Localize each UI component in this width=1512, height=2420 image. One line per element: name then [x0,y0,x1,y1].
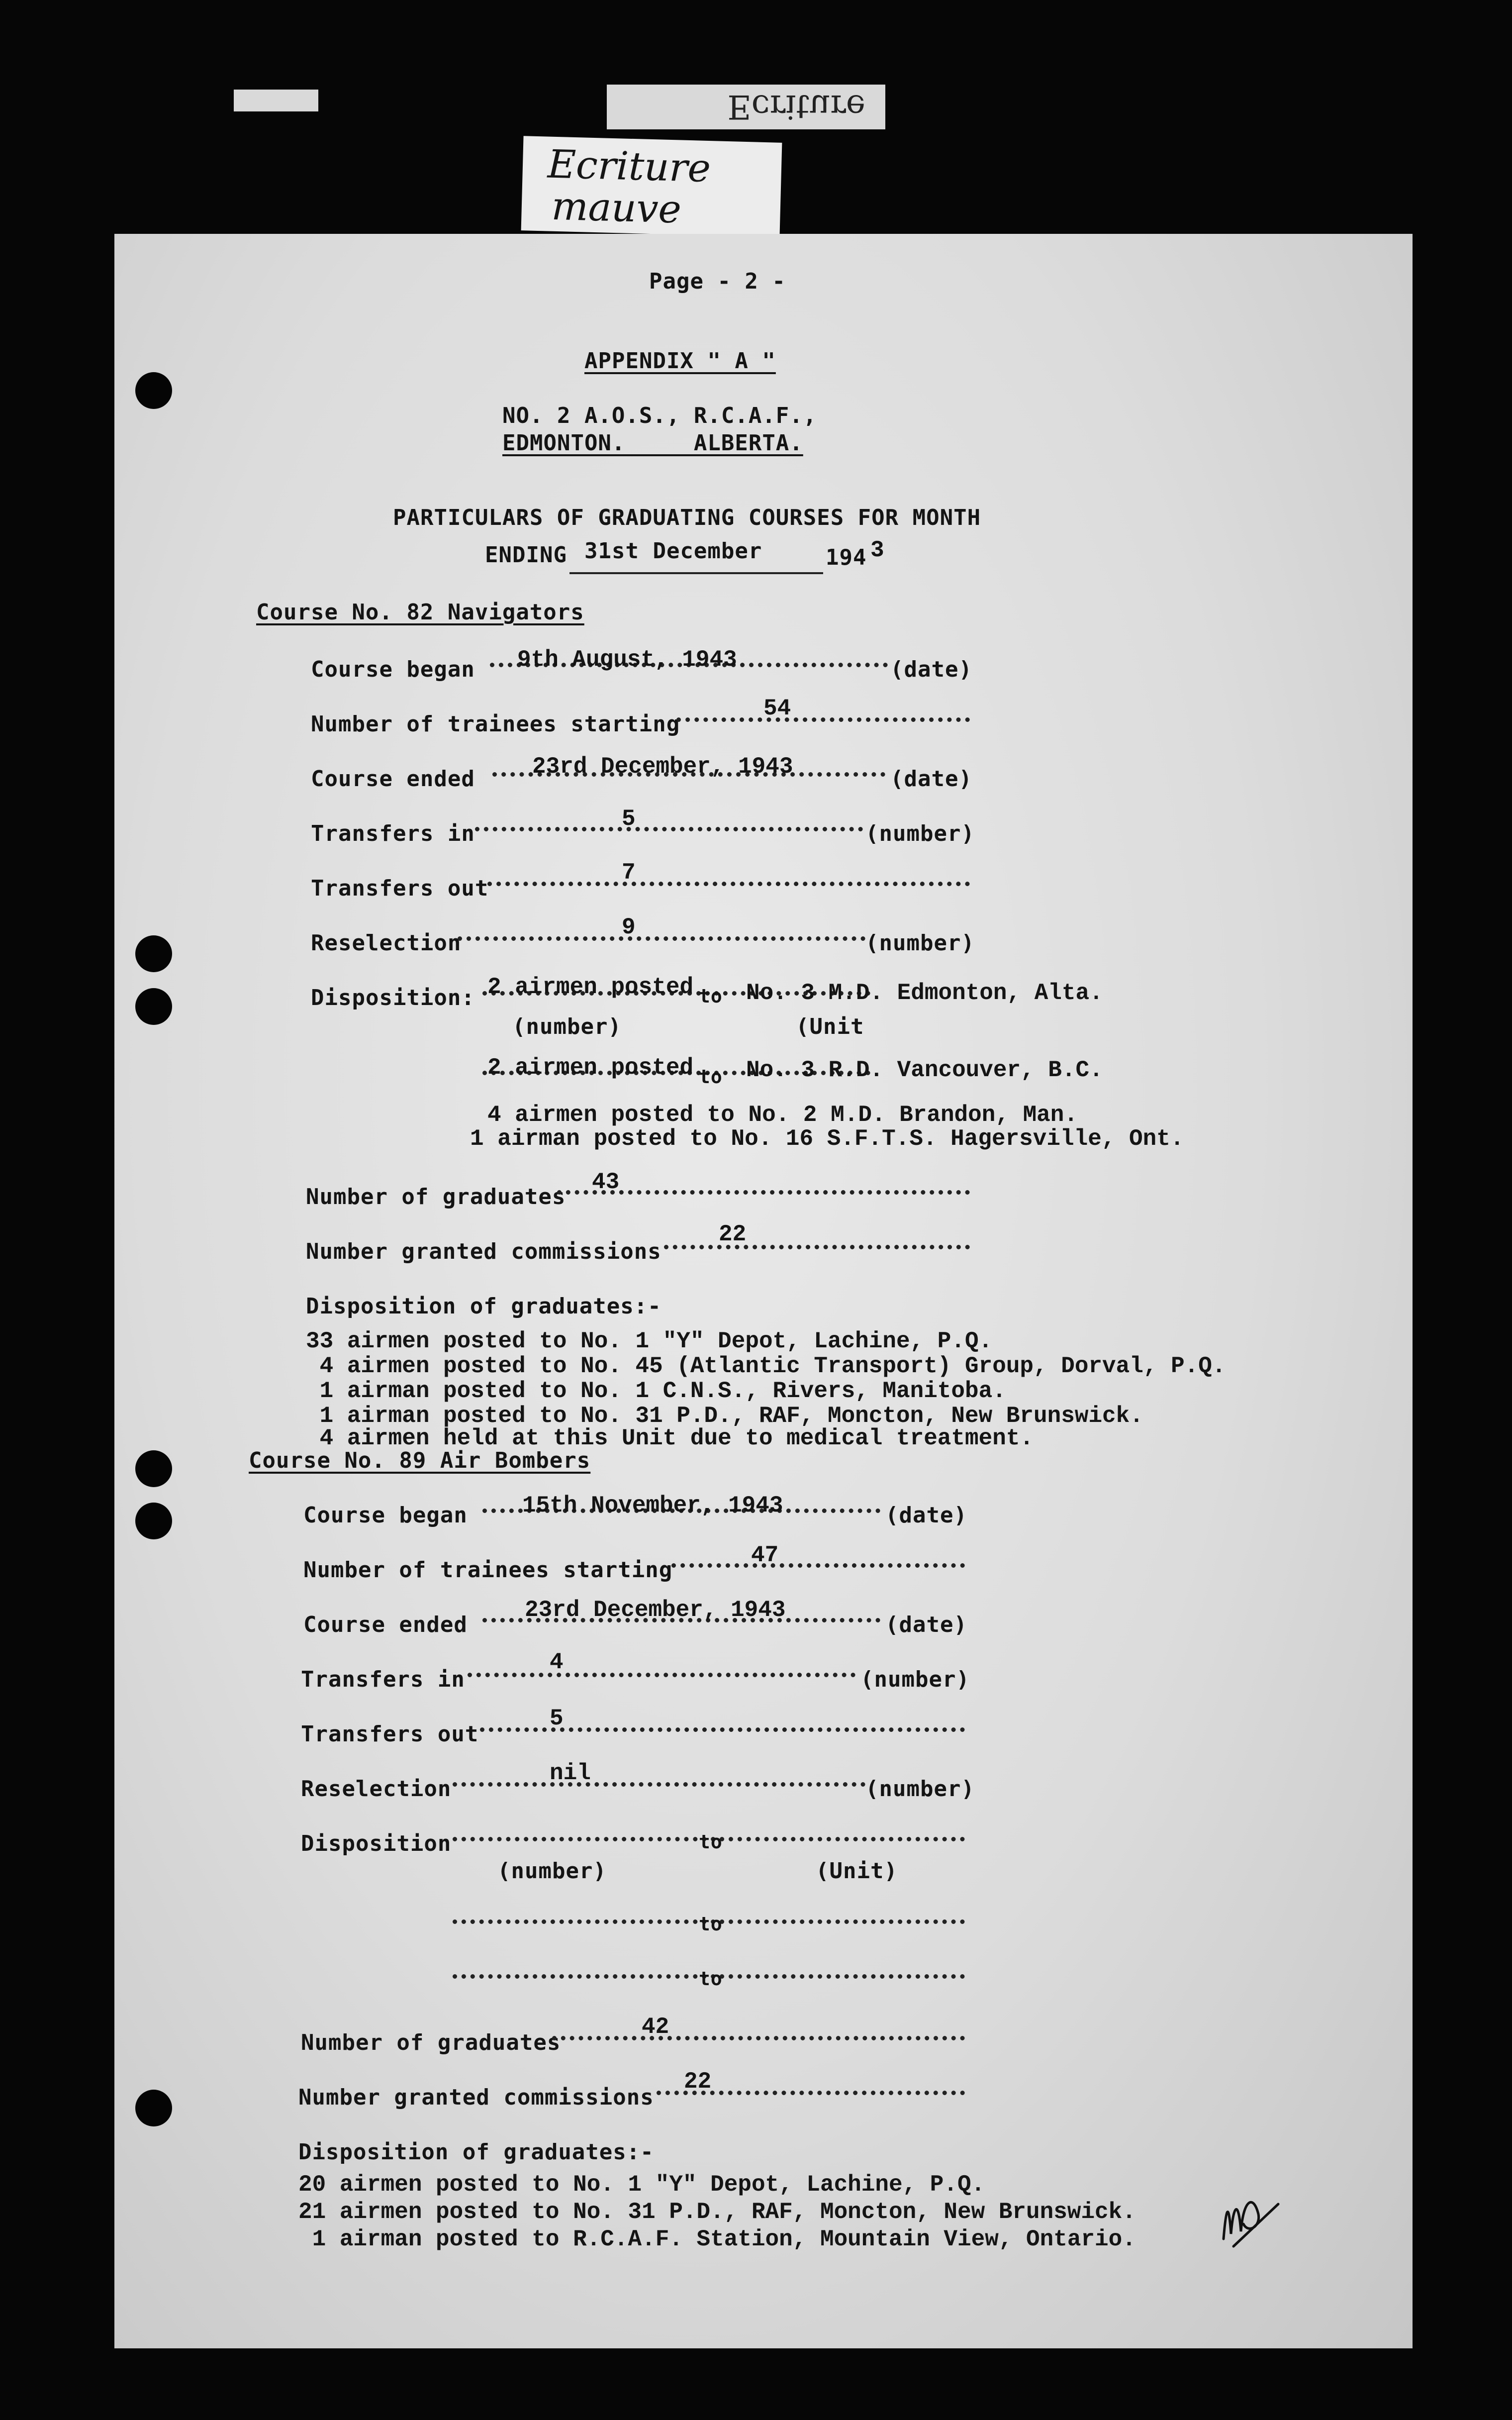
course-1-heading: Course No. 82 Navigators [256,600,584,625]
punch-hole [135,988,172,1025]
c1-to-word: to [699,985,723,1007]
course-2-heading: Course No. 89 Air Bombers [249,1448,591,1473]
c2-number-hint-2: (number) [865,1776,975,1802]
film-tab-right [607,85,885,129]
c1-disposition-2b: No. 3 R.D. Vancouver, B.C. [746,1057,1103,1083]
c2-date-hint-2: (date) [885,1612,967,1637]
c1-grad-disp-label: Disposition of graduates:- [306,1294,662,1319]
c1-transfers-out-label: Transfers out [311,876,489,901]
ending-value: 31st December [584,538,762,564]
c2-disposition-label: Disposition [301,1831,452,1856]
unit-line-1: NO. 2 A.O.S., R.C.A.F., [502,403,817,428]
c1-transfers-out-value: 7 [622,860,636,886]
c1-starting-label: Number of trainees starting [311,711,680,737]
c1-number-hint: (number) [865,821,975,846]
c1-grad-disp-5: 4 airmen held at this Unit due to medical treatment. [306,1425,1034,1451]
unit-line-2: EDMONTON. ALBERTA. [502,430,803,456]
c2-ended-label: Course ended [303,1612,468,1637]
c1-graduates-label: Number of graduates [306,1184,566,1210]
year-prefix: 194 [826,545,867,570]
c2-to-word-3: to [699,1968,723,1990]
c2-grad-disp-2: 21 airmen posted to No. 31 P.D., RAF, Moncton, New Brunswick. [298,2199,1136,2225]
c1-ended-label: Course ended [311,766,475,792]
c1-to-word-2: to [699,1066,723,1088]
c2-reselection-value: nil [550,1760,591,1786]
punch-hole [135,2090,172,2126]
ending-label: ENDING [485,542,567,568]
punch-hole [135,1503,172,1539]
c1-transfers-in-label: Transfers in [311,821,475,846]
dotted-leader [664,1245,970,1249]
initials-signature [1214,2179,1283,2249]
c1-date-hint-2: (date) [890,766,972,792]
c2-began-label: Course began [303,1503,468,1528]
c2-number-hint: (number) [860,1667,970,1692]
c1-reselection-label: Reselection [311,930,462,956]
year-suffix: 3 [870,537,884,563]
c2-starting-value: 47 [751,1542,779,1568]
label-line-2: mauve [551,184,682,232]
dotted-leader [468,1673,855,1677]
dotted-leader [676,717,970,722]
punch-hole [135,372,172,409]
document-page [114,234,1413,2348]
c1-disposition-label: Disposition: [311,985,475,1010]
c2-hint-unit: (Unit) [816,1858,898,1884]
appendix-title: APPENDIX " A " [584,348,776,374]
c2-transfers-out-label: Transfers out [301,1721,479,1747]
c1-grad-disp-1: 33 airmen posted to No. 1 "Y" Depot, Lachine, P.Q. [306,1328,993,1354]
c1-ended-value: 23rd December, 1943 [532,754,793,780]
c1-commissions-value: 22 [719,1221,747,1247]
c1-began-value: 9th August, 1943 [517,647,737,673]
c1-transfers-in-value: 5 [622,806,636,832]
film-tab-left [234,90,318,111]
c1-disposition-3: 4 airmen posted to No. 2 M.D. Brandon, Man. [487,1102,1078,1128]
c1-graduates-value: 43 [592,1169,620,1195]
title-line-1: PARTICULARS OF GRADUATING COURSES FOR MONTH [393,505,981,530]
c2-reselection-label: Reselection [301,1776,452,1802]
c1-disposition-1b: No. 3 M.D. Edmonton, Alta. [746,980,1103,1006]
c1-grad-disp-4: 1 airman posted to No. 31 P.D., RAF, Moncton, New Brunswick. [306,1403,1143,1429]
page-number: Page - 2 - [649,269,786,294]
c1-disposition-1a: 2 airmen posted [487,974,694,1000]
c2-transfers-out-value: 5 [550,1706,564,1731]
c2-ended-value: 23rd December, 1943 [525,1597,786,1623]
c1-reselection-value: 9 [622,914,636,940]
punch-hole [135,935,172,972]
c1-grad-disp-2: 4 airmen posted to No. 45 (Atlantic Transport) Group, Dorval, P.Q. [306,1353,1226,1379]
c2-hint-number: (number) [497,1858,607,1884]
c2-began-value: 15th November, 1943 [522,1493,783,1518]
label-line-1: Ecriture [547,142,712,192]
dotted-leader [458,936,865,941]
c2-transfers-in-value: 4 [550,1649,564,1675]
c1-grad-disp-3: 1 airman posted to No. 1 C.N.S., Rivers, Manitoba. [306,1378,1006,1404]
dotted-leader [671,1563,965,1568]
c2-grad-disp-3: 1 airman posted to R.C.A.F. Station, Mountain View, Ontario. [298,2226,1136,2252]
c1-began-label: Course began [311,657,475,682]
c2-to-word: to [699,1831,723,1853]
tab-text: Ecriture [727,88,865,126]
c1-hint-number: (number) [512,1014,622,1039]
c2-graduates-value: 42 [642,2014,669,2040]
c1-starting-value: 54 [763,696,791,721]
c2-transfers-in-label: Transfers in [301,1667,465,1692]
c1-hint-unit: (Unit [796,1014,864,1039]
c2-grad-disp-1: 20 airmen posted to No. 1 "Y" Depot, Lachine, P.Q. [298,2172,985,2198]
c2-to-word-2: to [699,1913,723,1935]
dotted-leader [453,1782,865,1787]
c1-disposition-4: 1 airman posted to No. 16 S.F.T.S. Hagersville, Ont. [470,1126,1184,1152]
c2-grad-disp-label: Disposition of graduates:- [298,2139,654,2165]
c2-commissions-label: Number granted commissions [298,2085,654,2110]
dotted-leader [552,2036,965,2040]
c1-disposition-2a: 2 airmen posted [487,1055,694,1081]
c2-commissions-value: 22 [684,2069,712,2095]
dotted-leader [487,882,970,886]
archive-label [521,136,782,237]
c1-date-hint: (date) [890,657,972,682]
dotted-leader [475,827,863,831]
c1-commissions-label: Number granted commissions [306,1239,662,1264]
punch-hole [135,1450,172,1487]
c1-number-hint-2: (number) [865,930,975,956]
c2-graduates-label: Number of graduates [301,2030,561,2055]
c2-date-hint: (date) [885,1503,967,1528]
ending-blank [569,572,823,574]
c2-starting-label: Number of trainees starting [303,1557,673,1583]
